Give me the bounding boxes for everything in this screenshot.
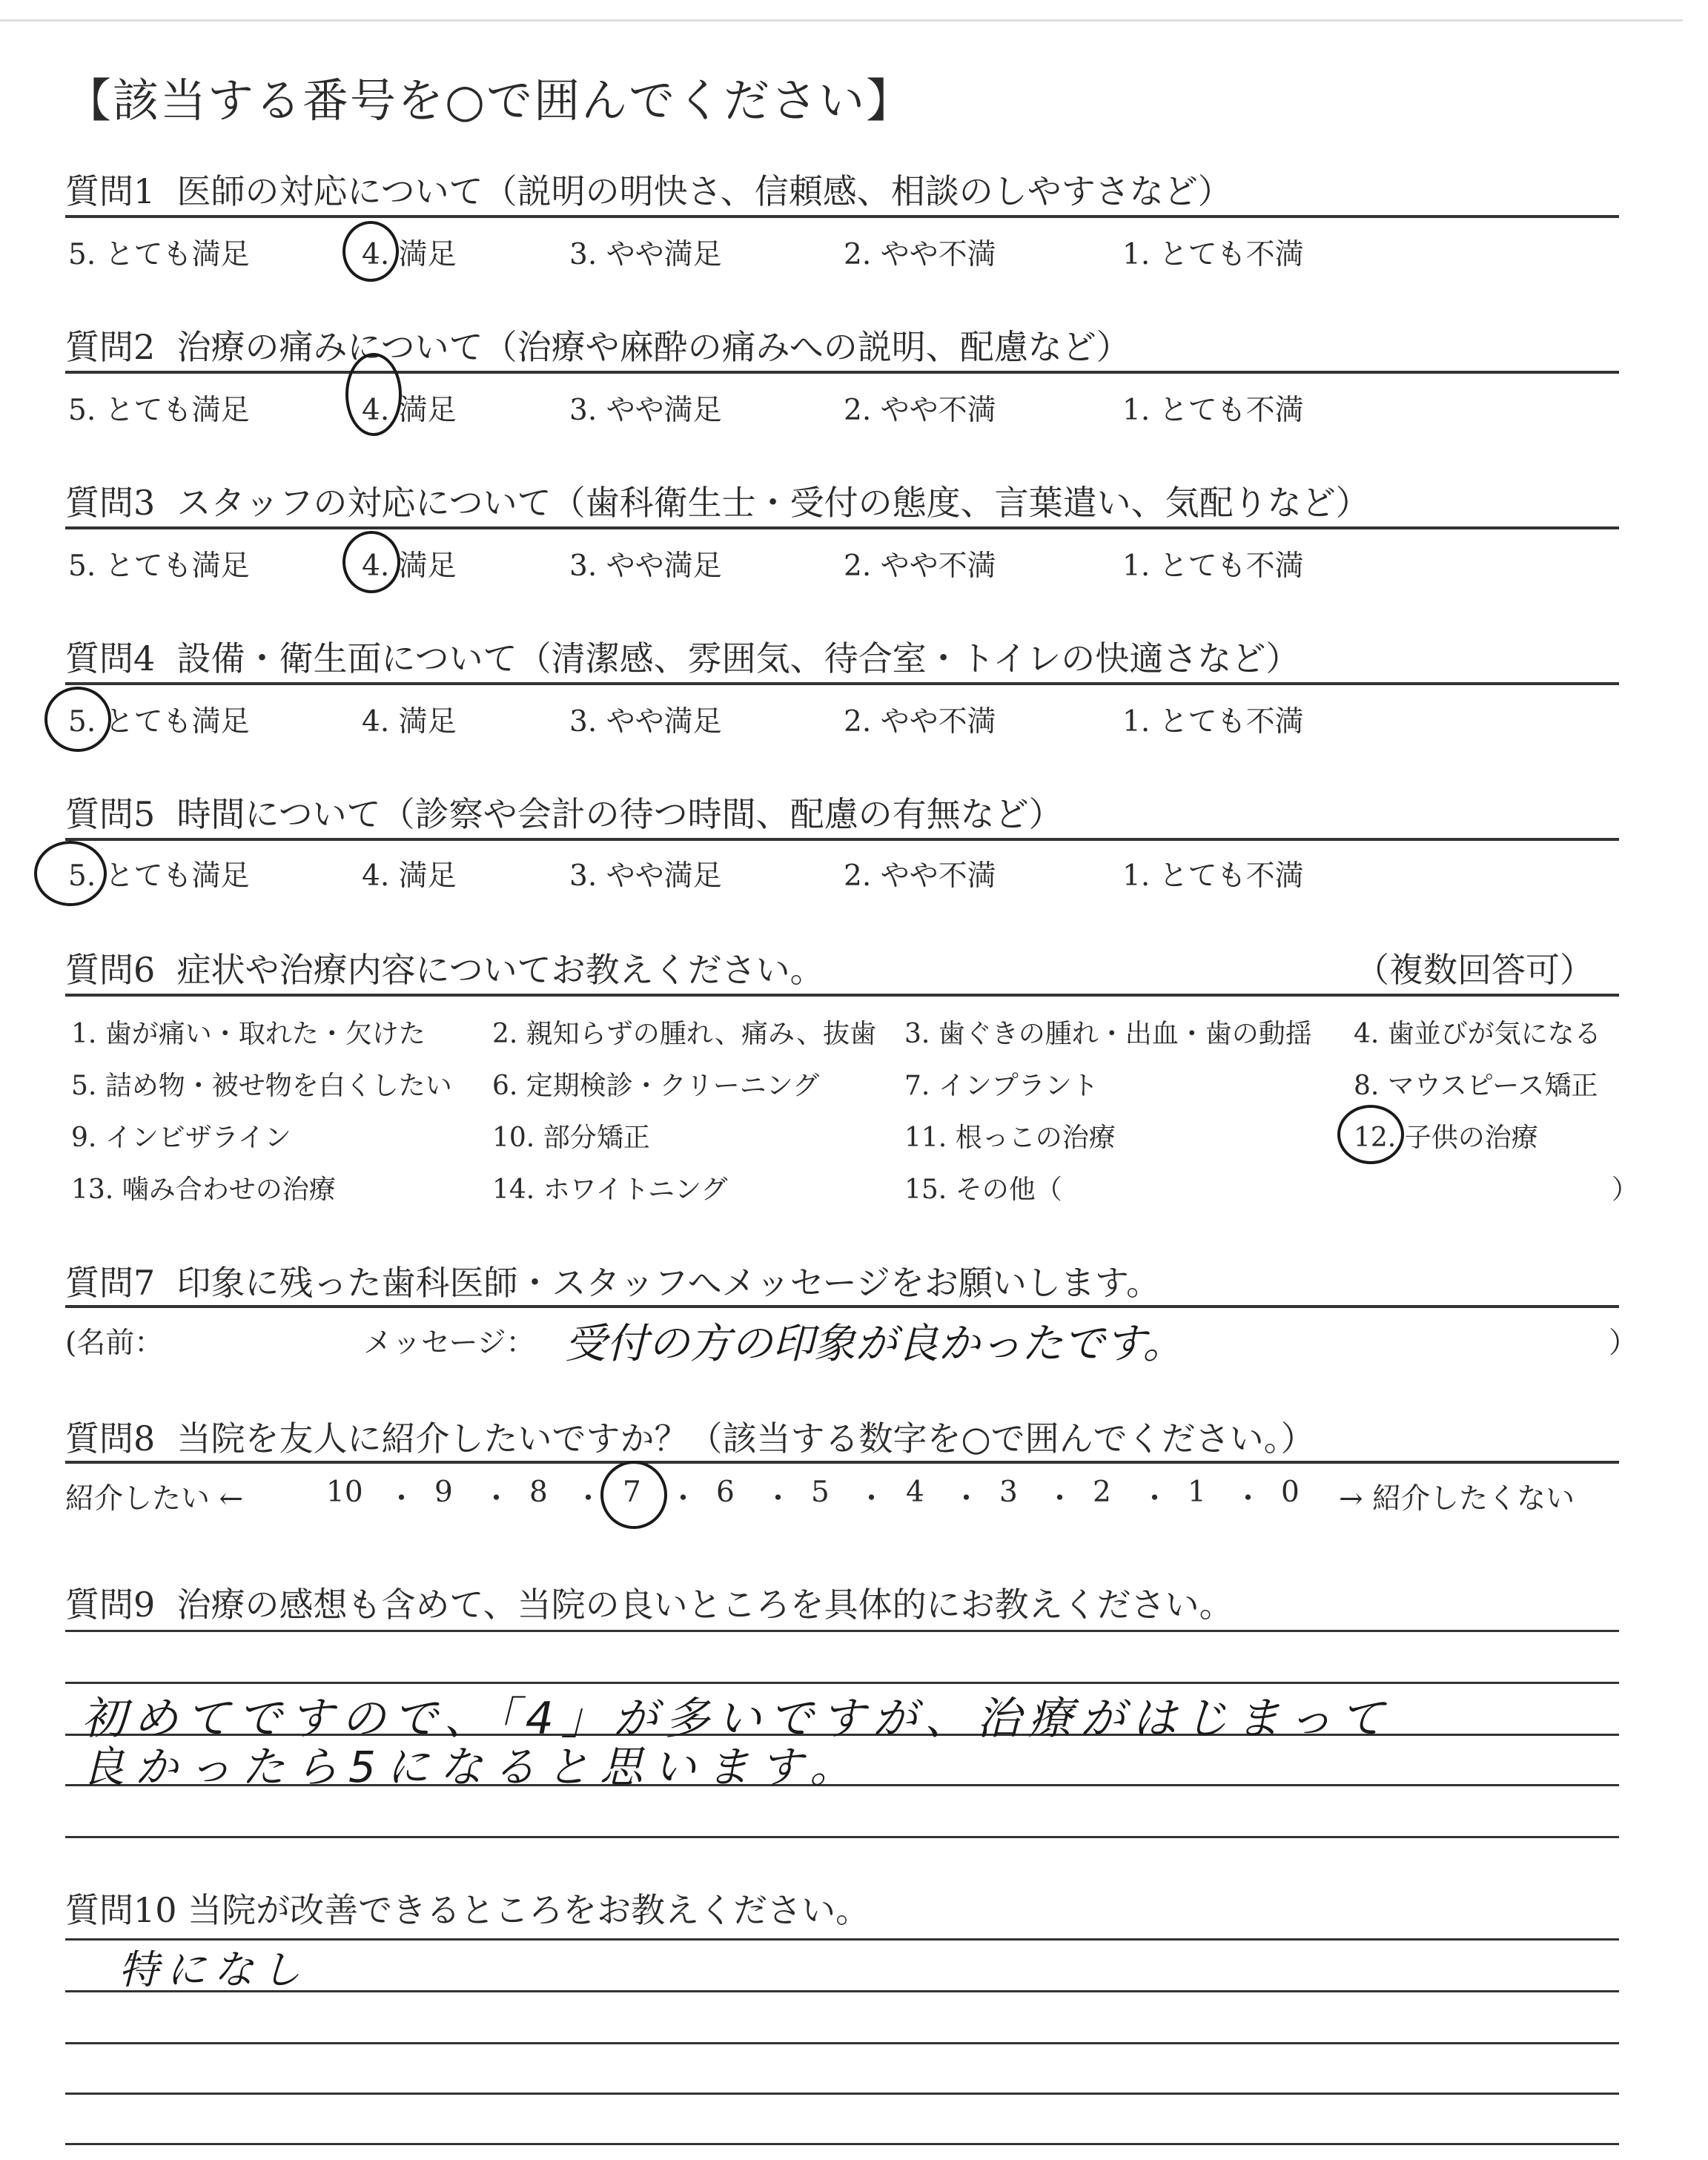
q10-line-5	[65, 2143, 1619, 2145]
q4-option-1[interactable]: 1. とても不満	[1122, 705, 1304, 739]
top-edge-line	[0, 19, 1683, 22]
q6-option-6[interactable]: 6. 定期検診・クリーニング	[492, 1071, 820, 1101]
q5-label: 質問5	[65, 794, 156, 834]
q8-dot: ・	[482, 1482, 512, 1516]
q1-option-4[interactable]: 4. 満足	[362, 238, 457, 271]
q1-question	[65, 165, 1232, 214]
q8-score-0[interactable]: 0	[1281, 1476, 1300, 1509]
q2-rule	[65, 371, 1619, 374]
q8-dot: ・	[669, 1482, 698, 1516]
q8-score-10[interactable]: 10	[326, 1476, 363, 1509]
q1-text: 医師の対応について（説明の明快さ、信頼感、相談のしやすさなど）	[176, 171, 1232, 211]
q6-other-close: ）	[1612, 1175, 1639, 1205]
q3-option-4[interactable]: 4. 満足	[362, 549, 457, 583]
q8-score-7[interactable]: 7	[623, 1476, 641, 1509]
q3-option-5[interactable]: 5. とても満足	[68, 549, 250, 583]
q7-name-label: (名前：	[65, 1327, 164, 1360]
q5-option-4[interactable]: 4. 満足	[362, 859, 457, 893]
q6-text: 症状や治療内容についてお教えください。	[176, 950, 824, 990]
q3-question	[65, 476, 1370, 525]
q2-option-5[interactable]: 5. とても満足	[68, 394, 250, 427]
q10-answer[interactable]: 特になし	[119, 1946, 308, 1993]
q2-question	[65, 320, 1131, 369]
q3-option-3[interactable]: 3. やや満足	[569, 549, 722, 583]
q3-option-1[interactable]: 1. とても不満	[1122, 549, 1304, 583]
q10-text: 当院が改善できるところをお教えください。	[188, 1890, 870, 1930]
q9-label: 質問9	[65, 1585, 156, 1625]
q10-line-3	[65, 2042, 1619, 2044]
q10-question	[65, 1883, 870, 1932]
q8-score-1[interactable]: 1	[1188, 1476, 1206, 1509]
q7-message-handwritten[interactable]: 受付の方の印象が良かったです。	[565, 1320, 1185, 1368]
q8-score-3[interactable]: 3	[999, 1476, 1018, 1509]
q8-score-4[interactable]: 4	[906, 1476, 924, 1509]
q6-option-5[interactable]: 5. 詰め物・被せ物を白くしたい	[71, 1071, 452, 1101]
q8-dot: ・	[764, 1482, 793, 1516]
q4-question	[65, 632, 1300, 681]
q2-selection-circle	[345, 353, 402, 436]
q2-label: 質問2	[65, 327, 156, 367]
q1-label: 質問1	[65, 171, 156, 211]
q1-selection-circle	[342, 221, 399, 282]
q10-label: 質問10	[65, 1890, 177, 1930]
q8-selection-circle	[600, 1461, 667, 1529]
q8-score-2[interactable]: 2	[1093, 1476, 1111, 1509]
q6-option-9[interactable]: 9. インビザライン	[71, 1123, 291, 1153]
q2-option-2[interactable]: 2. やや不満	[844, 394, 996, 427]
q6-option-14[interactable]: 14. ホワイトニング	[492, 1175, 728, 1205]
q3-rule	[65, 526, 1619, 529]
q1-option-3[interactable]: 3. やや満足	[569, 238, 722, 271]
instruction-heading: 【該当する番号を○で囲んでください】	[65, 73, 914, 128]
q6-option-8[interactable]: 8. マウスピース矯正	[1354, 1071, 1598, 1101]
q6-option-11[interactable]: 11. 根っこの治療	[904, 1123, 1116, 1153]
q5-option-5[interactable]: 5. とても満足	[68, 859, 250, 893]
q9-text: 治療の感想も含めて、当院の良いところを具体的にお教えください。	[176, 1585, 1234, 1625]
q8-dot: ・	[574, 1482, 603, 1516]
q6-question	[65, 943, 824, 992]
q4-label: 質問4	[65, 638, 156, 678]
q1-option-1[interactable]: 1. とても不満	[1122, 238, 1304, 271]
q8-score-6[interactable]: 6	[716, 1476, 735, 1509]
q6-option-15[interactable]: 15. その他（	[904, 1175, 1062, 1205]
q4-option-4[interactable]: 4. 満足	[362, 705, 457, 739]
q6-note: （複数回答可）	[1355, 950, 1594, 990]
q3-selection-circle	[342, 531, 400, 593]
q4-selection-circle	[44, 687, 111, 752]
q10-line-4	[65, 2093, 1619, 2095]
q9-answer-line-2[interactable]: 良かったら5になると思います。	[82, 1742, 864, 1792]
q5-text: 時間について（診察や会計の待つ時間、配慮の有無など）	[176, 794, 1063, 834]
q7-label: 質問7	[65, 1263, 156, 1303]
q8-dot: ・	[1140, 1482, 1170, 1516]
q3-option-2[interactable]: 2. やや不満	[844, 549, 996, 583]
q8-dot: ・	[1045, 1482, 1075, 1516]
q4-text: 設備・衛生面について（清潔感、雰囲気、待合室・トイレの快適さなど）	[176, 638, 1300, 678]
q5-option-3[interactable]: 3. やや満足	[569, 859, 722, 893]
q6-label: 質問6	[65, 950, 156, 990]
q4-option-2[interactable]: 2. やや不満	[844, 705, 996, 739]
q5-option-2[interactable]: 2. やや不満	[844, 859, 996, 893]
q1-option-5[interactable]: 5. とても満足	[68, 238, 250, 271]
q8-dot: ・	[857, 1482, 887, 1516]
q8-question	[65, 1412, 1315, 1461]
q8-dot: ・	[387, 1482, 417, 1516]
q2-option-4[interactable]: 4. 満足	[362, 394, 457, 427]
q3-label: 質問3	[65, 483, 156, 523]
q2-text: 治療の痛みについて（治療や麻酔の痛みへの説明、配慮など）	[176, 327, 1131, 367]
q8-score-8[interactable]: 8	[529, 1476, 548, 1509]
q8-score-5[interactable]: 5	[811, 1476, 830, 1509]
q8-score-9[interactable]: 9	[434, 1476, 453, 1509]
q6-option-3[interactable]: 3. 歯ぐきの腫れ・出血・歯の動揺	[904, 1019, 1312, 1049]
q9-question	[65, 1578, 1234, 1627]
q6-option-10[interactable]: 10. 部分矯正	[492, 1123, 650, 1153]
q6-selection-circle	[1337, 1105, 1404, 1164]
q7-question	[65, 1256, 1160, 1305]
q7-rule	[65, 1305, 1619, 1308]
q9-line-5	[65, 1836, 1619, 1838]
q1-option-2[interactable]: 2. やや不満	[844, 238, 996, 271]
q5-option-1[interactable]: 1. とても不満	[1122, 859, 1304, 893]
q5-selection-circle	[34, 841, 107, 906]
q2-option-1[interactable]: 1. とても不満	[1122, 394, 1304, 427]
q6-option-4[interactable]: 4. 歯並びが気になる	[1354, 1019, 1601, 1049]
q9-answer-line-1[interactable]: 初めてですので、「4」が多いですが、治療がはじまって	[82, 1693, 1391, 1745]
q4-rule	[65, 682, 1619, 685]
q6-option-13[interactable]: 13. 噛み合わせの治療	[71, 1175, 336, 1205]
q6-option-12[interactable]: 12. 子供の治療	[1354, 1123, 1538, 1153]
q6-option-1[interactable]: 1. 歯が痛い・取れた・欠けた	[71, 1019, 426, 1049]
q9-line-1	[65, 1630, 1619, 1632]
q3-text: スタッフの対応について（歯科衛生士・受付の態度、言葉遣い、気配りなど）	[176, 483, 1370, 523]
q6-option-2[interactable]: 2. 親知らずの腫れ、痛み、抜歯	[492, 1019, 877, 1049]
q1-rule	[65, 215, 1619, 218]
q8-dot: ・	[1234, 1482, 1263, 1516]
q6-rule	[65, 994, 1619, 997]
q7-message-label: メッセージ：	[363, 1327, 535, 1360]
q2-option-3[interactable]: 3. やや満足	[569, 394, 722, 427]
q8-text: 当院を友人に紹介したいですか？（該当する数字を○で囲んでください。）	[176, 1418, 1315, 1459]
q8-right-label: → 紹介したくない	[1339, 1482, 1575, 1516]
q5-question	[65, 787, 1063, 836]
q4-option-5[interactable]: 5. とても満足	[68, 705, 250, 739]
q8-rule	[65, 1461, 1619, 1464]
q5-rule	[65, 838, 1619, 841]
q4-option-3[interactable]: 3. やや満足	[569, 705, 722, 739]
q7-close: ）	[1609, 1327, 1638, 1360]
q8-left-label: 紹介したい ←	[65, 1482, 244, 1516]
q8-dot: ・	[952, 1482, 982, 1516]
q8-label: 質問8	[65, 1418, 156, 1459]
q7-text: 印象に残った歯科医師・スタッフへメッセージをお願いします。	[176, 1263, 1161, 1303]
q6-option-7[interactable]: 7. インプラント	[904, 1071, 1099, 1101]
